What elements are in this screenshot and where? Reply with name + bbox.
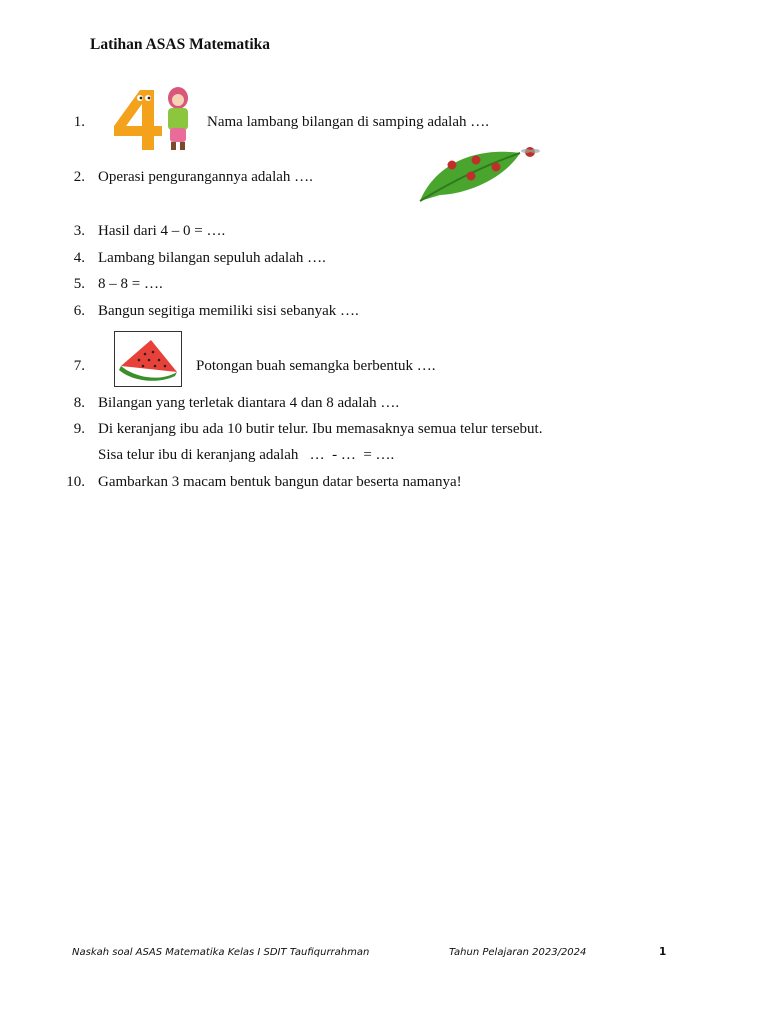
question-number: 6.: [73, 303, 85, 319]
question-text: Hasil dari 4 – 0 = ….: [98, 223, 226, 239]
question-number: 8.: [73, 395, 85, 411]
watermelon-frame: [114, 331, 182, 387]
question-number: 3.: [73, 223, 85, 239]
question-text: Di keranjang ibu ada 10 butir telur. Ibu memasaknya semua telur tersebut.: [98, 421, 543, 437]
page-title: Latihan ASAS Matematika: [90, 36, 270, 53]
question-text: Potongan buah semangka berbentuk ….: [196, 358, 436, 374]
question-number: 1.: [73, 114, 85, 130]
question-text: Operasi pengurangannya adalah ….: [98, 169, 313, 185]
question-text: 8 – 8 = ….: [98, 276, 163, 292]
question-text: Nama lambang bilangan di samping adalah ….: [207, 114, 490, 130]
question-number: 10.: [66, 474, 85, 490]
question-text: Bilangan yang terletak diantara 4 dan 8 adalah ….: [98, 395, 400, 411]
question-number: 7.: [73, 358, 85, 374]
question-number: 5.: [73, 276, 85, 292]
question-number: 9.: [73, 421, 85, 437]
number-four-with-girl-icon: [110, 86, 196, 152]
question-text: Gambarkan 3 macam bentuk bangun datar beserta namanya!: [98, 474, 462, 490]
question-number: 4.: [73, 250, 85, 266]
watermelon-slice-icon: [115, 332, 181, 386]
question-text: Sisa telur ibu di keranjang adalah … - … = ….: [98, 447, 395, 463]
question-text: Bangun segitiga memiliki sisi sebanyak ….: [98, 303, 359, 319]
footer-left: Naskah soal ASAS Matematika Kelas I SDIT Taufiqurrahman: [72, 947, 370, 958]
leaf-with-ladybugs-icon: [416, 143, 546, 203]
footer-year: Tahun Pelajaran 2023/2024: [449, 947, 587, 958]
question-number: 2.: [73, 169, 85, 185]
question-text: Lambang bilangan sepuluh adalah ….: [98, 250, 326, 266]
page-number: 1: [659, 946, 667, 958]
